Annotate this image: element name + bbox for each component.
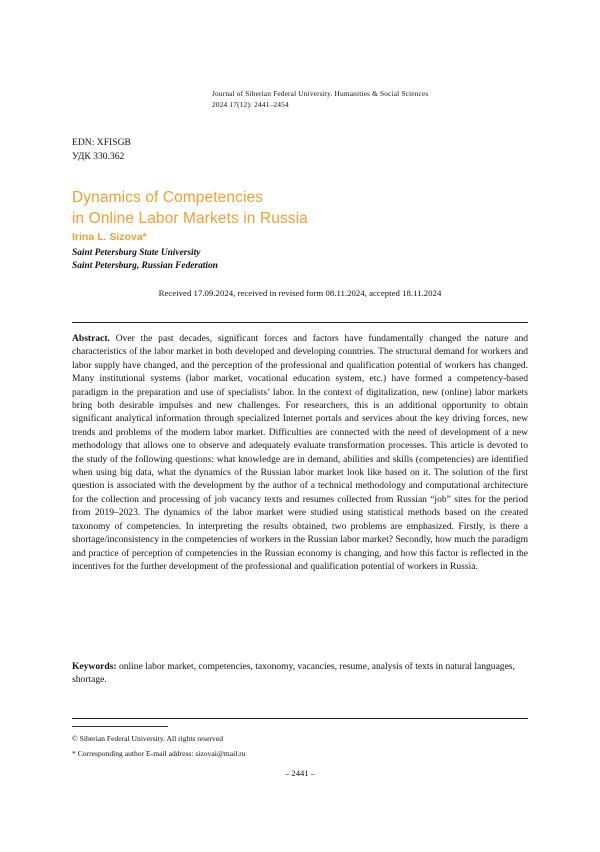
corresponding-author-note: * Corresponding author E-mail address: sizovai@mail.ru xyxy=(72,749,246,759)
divider-top xyxy=(72,322,528,323)
author-name: Irina L. Sizova* xyxy=(72,231,147,243)
divider-bottom xyxy=(72,718,528,719)
edn-code: EDN: XFISGB xyxy=(72,137,131,148)
page-number: – 2441 – xyxy=(284,768,316,778)
keywords-section xyxy=(72,660,528,687)
page-footer xyxy=(72,732,528,761)
keywords-label: Keywords: xyxy=(72,661,117,672)
copyright-notice: © Siberian Federal University. All rights reserved xyxy=(72,734,223,743)
journal-issue-line: 2024 17(12): 2441–2454 xyxy=(212,100,289,110)
author-affiliation-line-1: Saint Petersburg State University xyxy=(72,247,201,258)
footnote-rule xyxy=(72,726,168,727)
journal-title-line: Journal of Siberian Federal University. Humanities & Social Sciences xyxy=(212,89,429,98)
abstract-text: Over the past decades, significant forces and factors have fundamentally changed the nature and characteristics of the labor market in both developed and developing countries. The structural demand for workers and labor supply have changed, and the perception of the professional and qualification potential of workers has changed. Many institutional systems (labor market, vocational education system, etc.) have formed a competency-based paradigm in the preparation and use of specialists’ labor. In the context of digitalization, new (online) labor markets bring both desirable impulses and new challenges. For researchers, this is an additional opportunity to obtain significant analytical information through specialized Internet portals and services about the key driving forces, new trends and problems of the modern labor market. Difficulties are connected with the need of development of a new methodology that allows one to observe and adequately evaluate transformation processes. This article is devoted to the study of the following questions: what knowledge are in demand, abilities and skills (competencies) are identified when using big data, what the dynamics of the Russian labor market look like based on it. The solution of the first question is associated with the development by the author of a technical methodology and computational architecture for the collection and processing of job vacancy texts and resumes collected from Russian “job” sites for the period from 2019–2023. The dynamics of the labor market were studied using statistical methods based on the created taxonomy of competencies. In interpreting the results obtained, two problems are emphasized. Firstly, is there a shortage/inconsistency in the competencies of workers in the Russian labor market? Secondly, how much the paradigm and practice of perception of competencies in the Russian economy is changing, and how this factor is reflected in the incentives for the further development of the professional and qualification potential of workers in Russia. xyxy=(72,333,528,572)
title-line-2: in Online Labor Markets in Russia xyxy=(72,210,308,228)
page-title xyxy=(72,188,508,230)
author-block xyxy=(72,230,218,273)
title-line-1: Dynamics of Competencies xyxy=(72,189,264,207)
journal-header xyxy=(212,88,528,111)
author-affiliation-line-2: Saint Petersburg, Russian Federation xyxy=(72,261,218,272)
received-dates: Received 17.09.2024, received in revised form 08.11.2024, accepted 18.11.2024 xyxy=(158,288,442,298)
abstract-label: Abstract. xyxy=(72,333,110,344)
udk-code: УДК 330.362 xyxy=(72,150,125,162)
keywords-text: online labor market, competencies, taxonomy, vacancies, resume, analysis of texts in natural languages, shortage. xyxy=(72,661,515,686)
page-content xyxy=(72,0,528,852)
identifiers-block xyxy=(72,136,131,164)
abstract-section xyxy=(72,332,528,573)
